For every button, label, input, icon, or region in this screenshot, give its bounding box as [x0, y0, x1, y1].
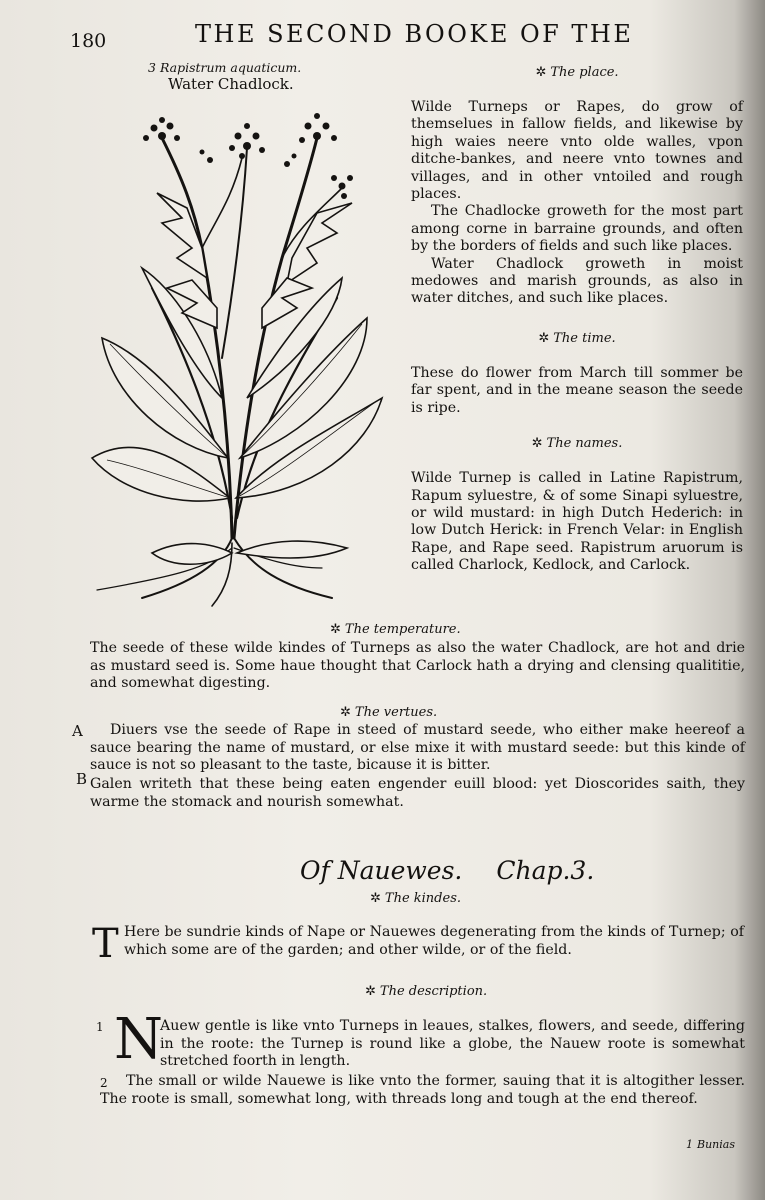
vertue-a-paragraph: Diuers vse the seede of Rape in steed of mustard seede, who either make heereof a sauce bearing the name of mustard, or else mixe it with mustard seede: but this kinde of sauce is not so pleasant to the taste, bicause it is bitter.	[90, 722, 745, 774]
initial-letter-t: T	[92, 921, 119, 967]
chapter-title: Of Nauewes.	[300, 856, 463, 885]
figure-latin-text: Rapistrum aquaticum.	[159, 60, 302, 75]
kindes-paragraph: Here be sundrie kinds of Nape or Nauewes degenerating from the kinds of Turnep; of which some are of the garden; and other wilde, or of the field.	[124, 924, 744, 958]
heading-description: ✲ The description.	[365, 984, 488, 999]
figure-number: 3	[148, 60, 156, 75]
page-header	[60, 16, 720, 52]
temperature-paragraph: The seede of these wilde kindes of Turneps as also the water Chadlock, are hot and drie as mustard seed is. Some haue thought that Carlock hath a drying and clensing qualititie, and somewhat digesting.	[90, 640, 745, 692]
catchword	[686, 1138, 735, 1151]
folio-number: 180	[70, 30, 107, 52]
heading-kindes: ✲ The kindes.	[370, 891, 462, 906]
figure-caption	[148, 60, 388, 93]
description-paragraph-2: The small or wilde Nauewe is like vnto the former, sauing that it is altogither lesser. The roote is small, somewhat long, with threads long and tough at the end thereof.	[100, 1073, 745, 1107]
plant-woodcut	[82, 98, 392, 608]
heading-place: ✲ The place.	[535, 65, 619, 80]
chapter-heading	[300, 856, 594, 885]
catchword-number: 1	[686, 1138, 694, 1151]
heading-time: ✲ The time.	[538, 330, 616, 346]
heading-vertues: ✲ The vertues.	[340, 705, 438, 720]
place-paragraph-1: Wilde Turneps or Rapes, do grow of themselues in fallow fields, and likewise by high waies neere vnto olde walles, vpon ditche-bankes, and neere vnto townes and villages, and in other vntoiled and rough places.	[411, 99, 743, 203]
catchword-word: Bunias	[697, 1138, 735, 1151]
time-paragraph: These do flower from March till sommer be far spent, and in the meane season the seede is ripe.	[411, 364, 743, 416]
running-head: THE SECOND BOOKE OF THE	[195, 20, 634, 48]
vertue-b-paragraph: Galen writeth that these being eaten engender euill blood: yet Dioscorides saith, they warme the stomack and nourish somewhat.	[90, 776, 745, 810]
place-paragraph-3: Water Chadlock groweth in moist medowes and marish grounds, as also in water ditches, and such like places.	[411, 255, 743, 307]
ornament-icon: ✲	[531, 436, 543, 452]
margin-letter-b: B	[76, 770, 88, 788]
description-number-2: 2	[100, 1076, 108, 1090]
ornament-icon: ✲	[538, 330, 550, 346]
chapter-number: Chap.3.	[496, 856, 595, 885]
figure-english-name: Water Chadlock.	[168, 75, 294, 93]
right-column	[411, 64, 743, 575]
description-number-1: 1	[96, 1020, 104, 1034]
ornament-icon: ✲	[330, 622, 341, 637]
figure-latin-name	[148, 60, 388, 75]
ornament-icon: ✲	[370, 891, 381, 906]
initial-letter-n: N	[114, 1007, 163, 1072]
ornament-icon: ✲	[365, 984, 376, 999]
heading-names: ✲ The names.	[531, 436, 623, 452]
place-paragraph-2: The Chadlocke groweth for the most part among corne in barraine grounds, and often by the borders of fields and such like places.	[411, 203, 743, 255]
ornament-icon: ✲	[340, 705, 351, 720]
description-paragraph-1: Auew gentle is like vnto Turneps in leaues, stalkes, flowers, and seede, differing in the roote: the Turnep is round like a globe, the Nauew roote is somewhat stretched foorth in length.	[160, 1018, 745, 1070]
heading-temperature: ✲ The temperature.	[330, 622, 461, 637]
ornament-icon: ✲	[535, 65, 547, 80]
names-paragraph: Wilde Turnep is called in Latine Rapistrum, Rapum syluestre, & of some Sinapi syluestre, or wild mustard: in high Dutch Hederich: in low Dutch Herick: in French Velar: in English Rape, and Rape seed. Rapistrum aruorum is called Charlock, Kedlock, and Carlock.	[411, 470, 743, 574]
margin-letter-a: A	[72, 722, 83, 740]
